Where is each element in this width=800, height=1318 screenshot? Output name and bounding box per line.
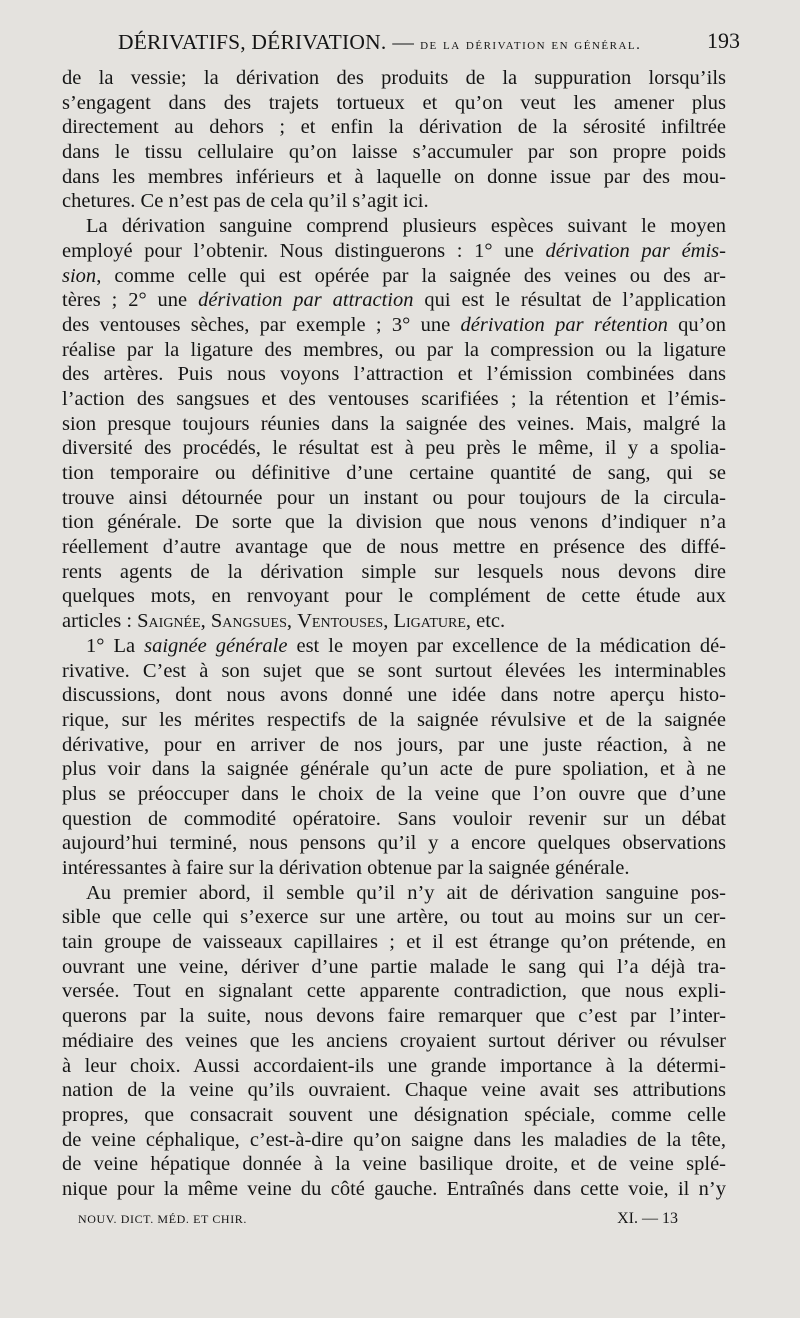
text-line: tion temporaire ou définitive d’une certaine quantité de sang, qui se bbox=[62, 462, 726, 484]
text-line: employé pour l’obtenir. Nous distinguerons : 1° une dérivation par émis- bbox=[62, 239, 726, 262]
text-line: des artères. Puis nous voyons l’attraction et l’émission combinées dans bbox=[62, 363, 726, 386]
text-line: rique, sur les mérites respectifs de la saignée révulsive et de la saignée bbox=[62, 708, 726, 731]
running-title-subtitle: de la dérivation en général. bbox=[420, 37, 642, 53]
text-line: réalise par la ligature des membres, ou par la compression ou la ligature bbox=[62, 338, 726, 361]
footer-signature: NOUV. DICT. MÉD. ET CHIR. bbox=[78, 1212, 248, 1226]
running-title-dash: — bbox=[392, 30, 415, 54]
text-line: sion presque toujours réunies dans la saignée des veines. Mais, malgré la bbox=[62, 412, 726, 435]
text-line: tion générale. De sorte que la division que nous venons d’indiquer n’a bbox=[62, 511, 726, 534]
text-line: plus se préoccuper dans le choix de la veine que l’on ouvre que d’une bbox=[62, 782, 726, 805]
text-line: intéressantes à faire sur la dérivation obtenue par la saignée générale. bbox=[62, 857, 630, 879]
text-line: à leur choix. Aussi accordaient-ils une grande importance à la détermi- bbox=[62, 1054, 726, 1077]
text-line: nation de la veine qu’ils ouvraient. Chaque veine avait ses attributions bbox=[62, 1079, 726, 1102]
text-line: question de commodité opératoire. Sans vouloir revenir sur un débat bbox=[62, 807, 726, 830]
text-line: querons par la suite, nous devons faire remarquer que c’est par l’inter- bbox=[62, 1005, 726, 1028]
text-line: quelques mots, en renvoyant pour le complément de cette étude aux bbox=[62, 585, 726, 608]
text-line: trouve ainsi détournée pour un instant ou pour toujours de la circula- bbox=[62, 486, 726, 509]
text-line: réellement d’autre avantage que de nous mettre en présence des diffé- bbox=[62, 536, 726, 559]
text-line: versée. Tout en signalant cette apparente contradiction, que nous expli- bbox=[62, 980, 726, 1003]
text-line: dérivative, pour en arriver de nos jours, par une juste réaction, à ne bbox=[62, 733, 726, 756]
text-line: des ventouses sèches, par exemple ; 3° une dérivation par rétention qu’on bbox=[62, 313, 726, 336]
text-line: de la vessie; la dérivation des produits de la suppuration lorsqu’ils bbox=[62, 67, 726, 89]
text-line: s’engagent dans des trajets tortueux et qu’on veut les amener plus bbox=[62, 91, 726, 114]
text-line: propres, que consacrait souvent une désignation spéciale, comme celle bbox=[62, 1103, 726, 1126]
text-line: l’action des sangsues et des ventouses scarifiées ; la rétention et l’émis- bbox=[62, 387, 726, 410]
text-line: rivative. C’est à son sujet que se sont surtout élevées les interminables bbox=[62, 659, 726, 682]
page-header bbox=[62, 26, 740, 60]
footer-volume-sheet: XI. — 13 bbox=[617, 1210, 678, 1227]
running-title-main: DÉRIVATIFS, DÉRIVATION. bbox=[118, 30, 387, 54]
text-line: médiaire des veines que les anciens croyaient surtout dériver ou révulser bbox=[62, 1029, 726, 1052]
text-line: ouvrant une veine, dériver d’une partie malade le sang qui l’a déjà tra- bbox=[62, 955, 726, 978]
text-line: sion, comme celle qui est opérée par la saignée des veines ou des ar- bbox=[62, 264, 726, 287]
text-line: nique pour la même veine du côté gauche. Entraînés dans cette voie, il n’y bbox=[62, 1177, 726, 1200]
text-line: 1° La saignée générale est le moyen par excellence de la médication dé- bbox=[86, 634, 726, 657]
text-line: dans les membres inférieurs et à laquelle on donne issue par des mou- bbox=[62, 165, 726, 188]
text-line: La dérivation sanguine comprend plusieurs espèces suivant le moyen bbox=[86, 215, 726, 238]
text-line: diversité des procédés, le résultat est à peu près le même, il y a spolia- bbox=[62, 437, 726, 460]
text-line: tères ; 2° une dérivation par attraction qui est le résultat de l’application bbox=[62, 289, 726, 312]
text-line: sible que celle qui s’exerce sur une artère, ou tout au moins sur un cer- bbox=[62, 906, 726, 929]
text-line: Au premier abord, il semble qu’il n’y ait de dérivation sanguine pos- bbox=[86, 881, 726, 904]
running-title bbox=[118, 30, 641, 55]
text-line: tain groupe de vaisseaux capillaires ; et il est étrange qu’on prétende, en bbox=[62, 931, 726, 954]
text-line: dans le tissu cellulaire qu’on laisse s’accumuler par son propre poids bbox=[62, 141, 726, 164]
body-text bbox=[62, 66, 726, 1202]
text-line: discussions, dont nous avons donné une idée dans notre aperçu histo- bbox=[62, 684, 726, 707]
text-line: rents agents de la dérivation simple sur lesquels nous devons dire bbox=[62, 560, 726, 583]
text-line: de veine hépatique donnée à la veine basilique droite, et de veine splé- bbox=[62, 1153, 726, 1176]
text-line: chetures. Ce n’est pas de cela qu’il s’agit ici. bbox=[62, 190, 429, 213]
text-line: articles : Saignée, Sangsues, Ventouses, Ligature, etc. bbox=[62, 610, 506, 633]
page-footer bbox=[78, 1210, 678, 1232]
text-line: de veine céphalique, c’est-à-dire qu’on saigne dans les maladies de la tête, bbox=[62, 1128, 726, 1151]
text-line: plus voir dans la saignée générale qu’un acte de pure spoliation, et à ne bbox=[62, 758, 726, 781]
page-number: 193 bbox=[707, 28, 740, 53]
text-line: directement au dehors ; et enfin la dérivation de la sérosité infiltrée bbox=[62, 116, 726, 139]
text-line: aujourd’hui terminé, nous pensons qu’il y a encore quelques observations bbox=[62, 832, 726, 855]
